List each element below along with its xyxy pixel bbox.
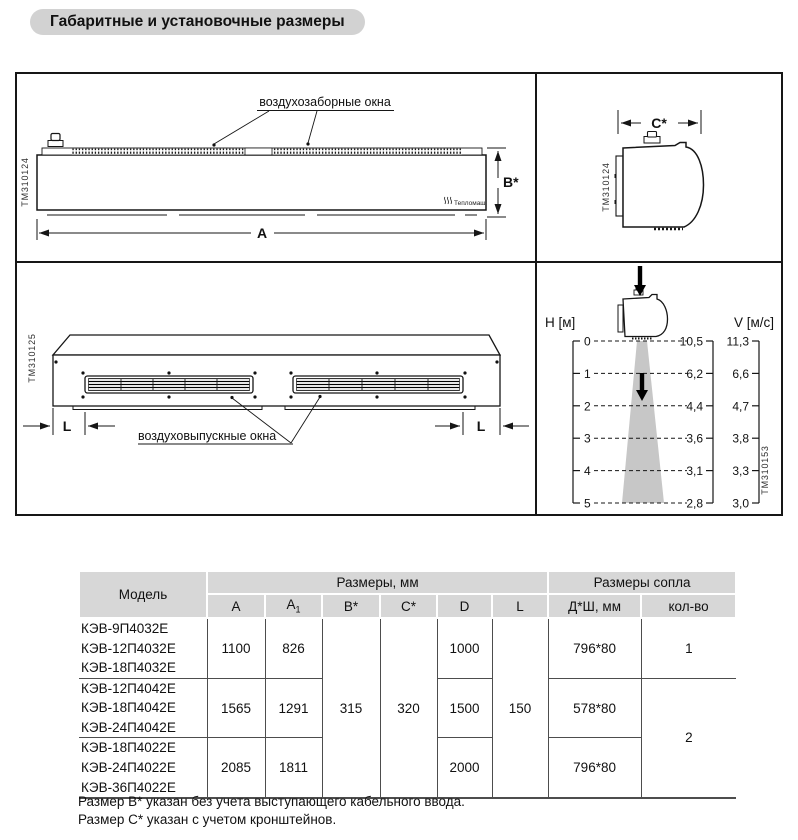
col-header-nozzle-size: Д*Ш, мм [548,594,641,618]
top-face [53,335,500,355]
svg-text:3,8: 3,8 [732,431,749,446]
svg-text:5: 5 [584,496,591,511]
col-header-model: Модель [79,571,207,618]
svg-text:3: 3 [584,431,591,446]
svg-text:6,2: 6,2 [686,366,703,381]
leader-dot [318,395,321,398]
svg-text:3,0: 3,0 [732,496,749,511]
footnote-b: Размер B* указан без учета выступающего кабельного ввода. [78,794,465,809]
value-nozzle: 796*80 [548,738,641,798]
svg-text:11,3: 11,3 [726,334,749,349]
outlet-grille-left [85,376,253,393]
velocity-inner-values [680,335,704,511]
value-a: 2085 [207,738,265,798]
bottom-view-drawing [17,263,535,514]
drawing-code: ТМ310124 [20,157,30,207]
model-cell: КЭВ-18П4022Е КЭВ-24П4022Е КЭВ-36П4022Е [79,738,207,798]
curtain-body [37,155,486,210]
cable-gland-base [48,141,63,147]
value-count: 2 [641,678,736,798]
height-axis-label: H [м] [545,315,576,330]
svg-text:3,3: 3,3 [732,464,749,479]
value-count: 1 [641,618,736,678]
velocity-inner-axis [706,341,713,503]
svg-text:2: 2 [584,399,591,414]
intake-windows-label: воздухозаборные окна [259,95,391,109]
svg-text:3,6: 3,6 [686,431,703,446]
value-nozzle: 796*80 [548,618,641,678]
band-middle-plate [245,148,272,155]
svg-text:1: 1 [584,366,591,381]
drawing-code: ТМ310124 [601,162,611,212]
svg-text:4,4: 4,4 [686,399,703,414]
velocity-outer-axis [752,341,759,503]
value-c: 320 [380,618,437,798]
intake-leader-left [214,111,269,144]
intake-grille-left [72,149,244,155]
airflow-chart-quadrant [537,263,781,514]
mounting-bracket [616,156,623,216]
intake-grille-right [272,149,462,155]
front-view-drawing [17,74,535,261]
velocity-outer-values [727,335,750,511]
leader-dot [230,396,233,399]
value-d: 1000 [437,618,492,678]
height-tick-labels [584,335,591,511]
curtain-mini-profile [618,287,668,339]
svg-text:6,6: 6,6 [732,366,749,381]
value-a1: 1291 [265,678,322,738]
brand-label: Тепломаш [454,200,486,207]
value-a1: 1811 [265,738,322,798]
outlet-grille-right [293,376,463,393]
drawings-panel [15,72,783,516]
airflow-chart [537,263,781,514]
value-a: 1100 [207,618,265,678]
value-b: 315 [322,618,380,798]
col-header-l: L [492,594,548,618]
value-a1: 826 [265,618,322,678]
dim-l-right-label: L [476,418,486,434]
model-cell: КЭВ-9П4032Е КЭВ-12П4032Е КЭВ-18П4032Е [79,618,207,678]
velocity-axis-label: V [м/с] [733,315,774,330]
value-d: 2000 [437,738,492,798]
svg-text:3,1: 3,1 [686,464,703,479]
svg-text:4,7: 4,7 [732,399,749,414]
footnote-c: Размер C* указан с учетом кронштейнов. [78,812,337,827]
leader-dot [212,143,215,146]
col-header-b: B* [322,594,380,618]
col-header-c: C* [380,594,437,618]
dim-a-label: A [256,225,268,241]
svg-text:4: 4 [584,464,591,479]
side-view-quadrant [537,74,781,263]
dim-l-left-label: L [62,418,72,434]
col-header-a1: $A_1$ [265,594,322,618]
curtain-side-profile [623,143,704,228]
dim-c-label: C* [651,115,667,131]
value-d: 1500 [437,678,492,738]
col-header-d: D [437,594,492,618]
value-nozzle: 578*80 [548,678,641,738]
airflow-cone [622,341,664,503]
intake-leader-right [308,111,317,143]
table-row [79,618,736,678]
outlet-windows-label: воздуховыпускные окна [138,429,277,443]
leader-dot [306,142,309,145]
svg-text:2,8: 2,8 [686,496,703,511]
model-cell: КЭВ-12П4042Е КЭВ-18П4042Е КЭВ-24П4042Е [79,678,207,738]
col-group-nozzle: Размеры сопла [548,571,736,594]
dimensions-table [78,570,737,799]
drawing-code: ТМ310125 [27,333,37,383]
svg-text:10,5: 10,5 [679,334,703,349]
footnotes [78,793,465,829]
side-view-drawing [537,74,781,261]
cable-gland-icon [648,132,657,138]
value-l: 150 [492,618,548,798]
height-axis [573,341,580,503]
svg-text:0: 0 [584,334,591,349]
col-group-dimensions: Размеры, мм [207,571,548,594]
drawing-code: ТМ310153 [760,445,770,495]
cable-gland-icon [51,134,60,141]
front-view-quadrant [17,74,537,263]
value-a: 1565 [207,678,265,738]
bottom-view-quadrant [17,263,537,514]
page-title: Габаритные и установочные размеры [30,9,365,35]
col-header-a: A [207,594,265,618]
dim-b-label: B* [503,174,519,190]
col-header-nozzle-count: кол-во [641,594,736,618]
